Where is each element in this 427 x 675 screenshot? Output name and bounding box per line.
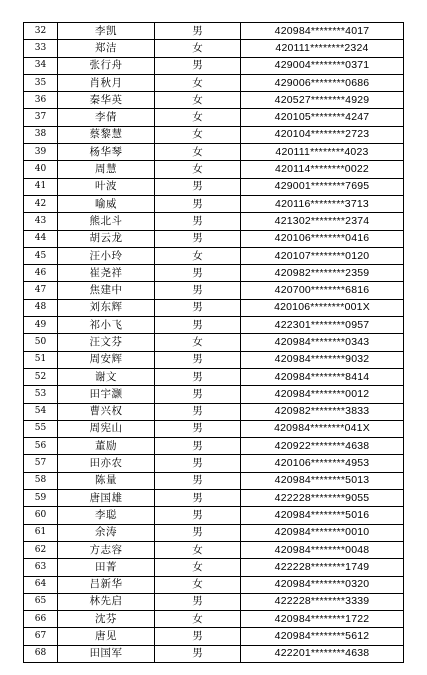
row-number-cell: 53	[24, 386, 58, 403]
name-cell: 沈芬	[58, 611, 155, 628]
gender-cell: 男	[155, 507, 241, 524]
row-number-cell: 40	[24, 161, 58, 178]
gender-cell: 女	[155, 74, 241, 91]
gender-cell: 女	[155, 126, 241, 143]
id-number-cell: 420984********0012	[241, 386, 404, 403]
table-row	[24, 299, 404, 316]
table-row	[24, 265, 404, 282]
row-number-cell: 49	[24, 317, 58, 334]
id-number-cell: 420984********9032	[241, 351, 404, 368]
id-number-cell: 420982********2359	[241, 265, 404, 282]
row-number-cell: 43	[24, 213, 58, 230]
id-number-cell: 420105********4247	[241, 109, 404, 126]
name-cell: 杨华琴	[58, 144, 155, 161]
name-cell: 方志容	[58, 541, 155, 558]
id-number-cell: 420984********4017	[241, 23, 404, 40]
table-row	[24, 593, 404, 610]
row-number-cell: 41	[24, 178, 58, 195]
row-number-cell: 61	[24, 524, 58, 541]
name-cell: 郑洁	[58, 40, 155, 57]
gender-cell: 男	[155, 420, 241, 437]
id-number-cell: 420700********6816	[241, 282, 404, 299]
name-cell: 肖秋月	[58, 74, 155, 91]
name-cell: 田宇灏	[58, 386, 155, 403]
row-number-cell: 55	[24, 420, 58, 437]
id-number-cell: 420984********0343	[241, 334, 404, 351]
gender-cell: 女	[155, 611, 241, 628]
row-number-cell: 44	[24, 230, 58, 247]
table-row	[24, 282, 404, 299]
gender-cell: 女	[155, 109, 241, 126]
gender-cell: 女	[155, 559, 241, 576]
row-number-cell: 57	[24, 455, 58, 472]
gender-cell: 男	[155, 438, 241, 455]
name-cell: 林先启	[58, 593, 155, 610]
id-number-cell: 420984********1722	[241, 611, 404, 628]
gender-cell: 男	[155, 386, 241, 403]
table-row	[24, 161, 404, 178]
name-cell: 周宪山	[58, 420, 155, 437]
name-cell: 喻威	[58, 195, 155, 212]
table-row	[24, 611, 404, 628]
row-number-cell: 35	[24, 74, 58, 91]
row-number-cell: 36	[24, 92, 58, 109]
row-number-cell: 62	[24, 541, 58, 558]
row-number-cell: 67	[24, 628, 58, 645]
id-number-cell: 420106********4953	[241, 455, 404, 472]
name-cell: 吕新华	[58, 576, 155, 593]
id-number-cell: 422301********0957	[241, 317, 404, 334]
table-row	[24, 230, 404, 247]
name-cell: 刘东辉	[58, 299, 155, 316]
row-number-cell: 64	[24, 576, 58, 593]
table-row	[24, 507, 404, 524]
id-number-cell: 420527********4929	[241, 92, 404, 109]
table-row	[24, 57, 404, 74]
name-cell: 汪小玲	[58, 247, 155, 264]
table-row	[24, 490, 404, 507]
table-row	[24, 74, 404, 91]
row-number-cell: 38	[24, 126, 58, 143]
table-row	[24, 178, 404, 195]
table-row	[24, 247, 404, 264]
table-row	[24, 334, 404, 351]
gender-cell: 男	[155, 628, 241, 645]
id-number-cell: 420984********0010	[241, 524, 404, 541]
gender-cell: 女	[155, 161, 241, 178]
table-row	[24, 576, 404, 593]
gender-cell: 男	[155, 455, 241, 472]
name-cell: 崔尧祥	[58, 265, 155, 282]
row-number-cell: 52	[24, 368, 58, 385]
gender-cell: 男	[155, 368, 241, 385]
table-row	[24, 455, 404, 472]
row-number-cell: 66	[24, 611, 58, 628]
name-cell: 李倩	[58, 109, 155, 126]
id-number-cell: 420106********0416	[241, 230, 404, 247]
table-row	[24, 144, 404, 161]
gender-cell: 男	[155, 299, 241, 316]
table-row	[24, 126, 404, 143]
id-number-cell: 420984********0320	[241, 576, 404, 593]
gender-cell: 女	[155, 576, 241, 593]
row-number-cell: 42	[24, 195, 58, 212]
table-row	[24, 368, 404, 385]
gender-cell: 男	[155, 645, 241, 662]
row-number-cell: 39	[24, 144, 58, 161]
row-number-cell: 48	[24, 299, 58, 316]
table-row	[24, 23, 404, 40]
id-number-cell: 420984********8414	[241, 368, 404, 385]
gender-cell: 男	[155, 282, 241, 299]
table-row	[24, 438, 404, 455]
table-row	[24, 40, 404, 57]
gender-cell: 女	[155, 541, 241, 558]
name-cell: 董励	[58, 438, 155, 455]
gender-cell: 女	[155, 144, 241, 161]
name-cell: 余涛	[58, 524, 155, 541]
row-number-cell: 32	[24, 23, 58, 40]
name-cell: 李聪	[58, 507, 155, 524]
name-cell: 田菁	[58, 559, 155, 576]
roster-table-body	[24, 23, 404, 663]
id-number-cell: 420984********0048	[241, 541, 404, 558]
gender-cell: 男	[155, 403, 241, 420]
name-cell: 周慧	[58, 161, 155, 178]
gender-cell: 女	[155, 247, 241, 264]
table-row	[24, 403, 404, 420]
id-number-cell: 420984********5612	[241, 628, 404, 645]
id-number-cell: 429001********7695	[241, 178, 404, 195]
gender-cell: 男	[155, 178, 241, 195]
gender-cell: 男	[155, 351, 241, 368]
id-number-cell: 422201********4638	[241, 645, 404, 662]
gender-cell: 男	[155, 490, 241, 507]
name-cell: 张行舟	[58, 57, 155, 74]
name-cell: 汪文芬	[58, 334, 155, 351]
id-number-cell: 420984********5016	[241, 507, 404, 524]
id-number-cell: 422228********1749	[241, 559, 404, 576]
row-number-cell: 60	[24, 507, 58, 524]
id-number-cell: 420982********3833	[241, 403, 404, 420]
document-page	[23, 22, 404, 663]
table-row	[24, 213, 404, 230]
roster-table	[23, 22, 404, 663]
name-cell: 蔡黎慧	[58, 126, 155, 143]
id-number-cell: 420984********041X	[241, 420, 404, 437]
id-number-cell: 420111********4023	[241, 144, 404, 161]
row-number-cell: 63	[24, 559, 58, 576]
id-number-cell: 420104********2723	[241, 126, 404, 143]
gender-cell: 男	[155, 593, 241, 610]
table-row	[24, 351, 404, 368]
name-cell: 周安辉	[58, 351, 155, 368]
id-number-cell: 420922********4638	[241, 438, 404, 455]
gender-cell: 男	[155, 57, 241, 74]
id-number-cell: 420107********0120	[241, 247, 404, 264]
gender-cell: 女	[155, 40, 241, 57]
table-row	[24, 386, 404, 403]
id-number-cell: 420984********5013	[241, 472, 404, 489]
id-number-cell: 420114********0022	[241, 161, 404, 178]
name-cell: 田亦农	[58, 455, 155, 472]
gender-cell: 男	[155, 195, 241, 212]
table-row	[24, 628, 404, 645]
row-number-cell: 51	[24, 351, 58, 368]
id-number-cell: 422228********3339	[241, 593, 404, 610]
id-number-cell: 422228********9055	[241, 490, 404, 507]
gender-cell: 男	[155, 317, 241, 334]
id-number-cell: 421302********2374	[241, 213, 404, 230]
row-number-cell: 46	[24, 265, 58, 282]
row-number-cell: 68	[24, 645, 58, 662]
name-cell: 祁小飞	[58, 317, 155, 334]
row-number-cell: 50	[24, 334, 58, 351]
row-number-cell: 59	[24, 490, 58, 507]
row-number-cell: 34	[24, 57, 58, 74]
table-row	[24, 645, 404, 662]
id-number-cell: 420111********2324	[241, 40, 404, 57]
gender-cell: 男	[155, 524, 241, 541]
table-row	[24, 109, 404, 126]
name-cell: 谢文	[58, 368, 155, 385]
row-number-cell: 56	[24, 438, 58, 455]
id-number-cell: 429006********0686	[241, 74, 404, 91]
row-number-cell: 47	[24, 282, 58, 299]
row-number-cell: 65	[24, 593, 58, 610]
name-cell: 焦建中	[58, 282, 155, 299]
table-row	[24, 541, 404, 558]
row-number-cell: 58	[24, 472, 58, 489]
table-row	[24, 195, 404, 212]
name-cell: 田国军	[58, 645, 155, 662]
row-number-cell: 54	[24, 403, 58, 420]
gender-cell: 女	[155, 92, 241, 109]
name-cell: 叶波	[58, 178, 155, 195]
gender-cell: 男	[155, 230, 241, 247]
id-number-cell: 420116********3713	[241, 195, 404, 212]
name-cell: 曹兴权	[58, 403, 155, 420]
name-cell: 熊北斗	[58, 213, 155, 230]
table-row	[24, 559, 404, 576]
name-cell: 秦华英	[58, 92, 155, 109]
table-row	[24, 92, 404, 109]
name-cell: 唐见	[58, 628, 155, 645]
table-row	[24, 420, 404, 437]
gender-cell: 男	[155, 213, 241, 230]
name-cell: 李凯	[58, 23, 155, 40]
gender-cell: 男	[155, 472, 241, 489]
table-row	[24, 524, 404, 541]
gender-cell: 男	[155, 265, 241, 282]
row-number-cell: 37	[24, 109, 58, 126]
row-number-cell: 45	[24, 247, 58, 264]
name-cell: 胡云龙	[58, 230, 155, 247]
table-row	[24, 472, 404, 489]
row-number-cell: 33	[24, 40, 58, 57]
table-row	[24, 317, 404, 334]
name-cell: 唐国雄	[58, 490, 155, 507]
id-number-cell: 420106********001X	[241, 299, 404, 316]
name-cell: 陈量	[58, 472, 155, 489]
gender-cell: 女	[155, 334, 241, 351]
gender-cell: 男	[155, 23, 241, 40]
id-number-cell: 429004********0371	[241, 57, 404, 74]
